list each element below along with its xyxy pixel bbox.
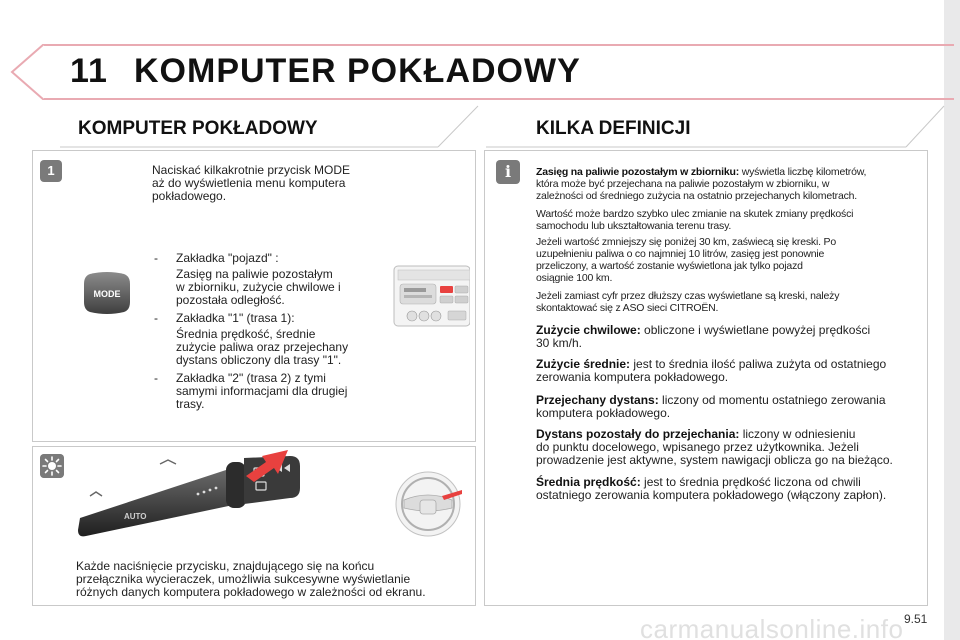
steering-wheel-illustration	[390, 468, 466, 538]
definition-line: komputera pokładowego.	[536, 406, 671, 420]
left-section-title: KOMPUTER POKŁADOWY	[78, 118, 318, 139]
header-bottom-rule	[44, 98, 954, 100]
definition-text: liczony od momentu ostatniego zerowania	[658, 393, 886, 407]
bullet-dash: -	[154, 251, 158, 265]
right-section-heading-frame	[486, 104, 946, 148]
intro-line: Naciskać kilkakrotnie przycisk MODE	[152, 163, 351, 177]
info-icon: i	[496, 160, 520, 184]
bullet-text-block	[176, 372, 347, 411]
definition-line: skontaktować się z ASO sieci CITROËN.	[536, 302, 719, 314]
bullet-text: Zakładka "1" (trasa 1):	[176, 311, 295, 325]
mode-intro-text	[152, 164, 382, 203]
stalk-auto-label: AUTO	[124, 512, 147, 521]
definition-line: 30 km/h.	[536, 336, 583, 350]
definition-text: wyświetla liczbę kilometrów,	[739, 166, 867, 178]
mode-button-label: MODE	[93, 289, 121, 299]
chapter-tab-shape	[6, 44, 76, 100]
light-sun-icon	[40, 454, 64, 478]
definition-range-note-1	[536, 208, 920, 232]
bullet-line: Średnia prędkość, średnie	[176, 327, 316, 341]
intro-line: aż do wyświetlenia menu komputera	[152, 176, 346, 190]
bullet-line: zużycie paliwa oraz przejechany	[176, 340, 349, 354]
left-section-heading-frame	[60, 104, 480, 148]
red-pointer-arrow-icon	[244, 448, 290, 484]
page-edge-strip	[944, 0, 960, 640]
definition-text: jest to średnia ilość paliwa zużyta od ostatniego	[630, 357, 887, 371]
definition-range	[536, 166, 920, 202]
right-section-title: KILKA DEFINICJI	[536, 118, 691, 139]
definition-line: zależności od średniego zużycia na ostatnio przejechanych kilometrach.	[536, 190, 858, 202]
page-number: 9.51	[904, 612, 928, 626]
bullet-line: trasy.	[176, 397, 205, 411]
caption-line: przełącznika wycieraczek, umożliwia sukcesywne wyświetlanie	[76, 572, 411, 586]
definition-term: Zużycie chwilowe:	[536, 323, 641, 337]
definition-line: uzupełnieniu paliwa o co najmniej 10 litrów, zasięg jest ponownie	[536, 248, 825, 260]
definition-instant-consumption	[536, 324, 920, 350]
definition-line: przeliczony, a wartość zostanie wyświetlona jak tylko pojazd	[536, 260, 803, 272]
definition-line: osiągnie 100 km.	[536, 272, 613, 284]
definition-line: prowadzenie jest aktywne, system nawigacji oblicza go na bieżąco.	[536, 453, 893, 467]
bullet-dash: -	[154, 371, 158, 385]
bullet-dash: -	[154, 311, 158, 325]
definition-distance-travelled	[536, 394, 920, 420]
definition-line: Jeżeli wartość zmniejszy się poniżej 30 km, zaświecą się kreski. Po	[536, 236, 836, 248]
bullet-text-block	[176, 268, 341, 307]
definition-average-speed	[536, 476, 920, 502]
bullet-line: pozostała odległość.	[176, 293, 285, 307]
bullet-text-block	[176, 328, 348, 367]
definition-line: Wartość może bardzo szybko ulec zmianie na skutek zmiany prędkości	[536, 208, 854, 220]
caption-line: różnych danych komputera pokładowego w zależności od ekranu.	[76, 585, 426, 599]
definition-line: ostatniego zerowania komputera pokładowego (włączony zapłon).	[536, 488, 887, 502]
definition-text: obliczone i wyświetlane powyżej prędkości	[640, 323, 871, 337]
definition-term: Dystans pozostały do przejechania:	[536, 427, 740, 441]
header-top-rule	[44, 44, 954, 46]
definition-line: samochodu lub ukształtowania terenu trasy.	[536, 220, 732, 232]
definition-line	[536, 166, 920, 178]
chapter-number: 11	[70, 52, 108, 90]
intro-line: pokładowego.	[152, 189, 227, 203]
definition-text: jest to średnia prędkość liczona od chwili	[640, 475, 861, 489]
bullet-text: Zakładka "pojazd" :	[176, 251, 279, 265]
definition-term: Zużycie średnie:	[536, 357, 631, 371]
definition-line: do punktu docelowego, wpisanego przez użytkownika. Jeżeli	[536, 440, 859, 454]
bullet-line: Zakładka "2" (trasa 2) z tymi	[176, 371, 326, 385]
bullet-trip1-tab	[154, 312, 394, 326]
bullet-trip1-detail	[154, 328, 394, 368]
site-watermark: carmanualsonline.info	[640, 614, 904, 640]
definition-text: liczony w odniesieniu	[739, 427, 856, 441]
definition-line	[536, 324, 920, 337]
definition-term: Zasięg na paliwie pozostałym w zbiorniku:	[536, 166, 740, 178]
bullet-line: w zbiorniku, zużycie chwilowe i	[176, 280, 341, 294]
chapter-title: KOMPUTER POKŁADOWY	[134, 52, 581, 90]
definition-remaining-distance	[536, 428, 920, 467]
definition-term: Średnia prędkość:	[536, 475, 641, 489]
stalk-caption	[76, 560, 466, 599]
definition-range-note-2	[536, 236, 920, 284]
bullet-line: dystans obliczony dla trasy "1".	[176, 353, 342, 367]
definition-range-note-3	[536, 290, 920, 314]
caption-line: Każde naciśnięcie przycisku, znajdującego się na końcu	[76, 559, 375, 573]
audio-unit-illustration	[392, 262, 470, 328]
bullet-line: Zasięg na paliwie pozostałym	[176, 267, 333, 281]
definition-average-consumption	[536, 358, 920, 384]
definition-term: Przejechany dystans:	[536, 393, 659, 407]
bullet-line: samymi informacjami dla drugiej	[176, 384, 348, 398]
definition-line: zerowania komputera pokładowego.	[536, 370, 729, 384]
bullet-vehicle-tab	[154, 252, 394, 266]
step-number-badge: 1	[40, 160, 62, 182]
definition-line: która może być przejechana na paliwie pozostałym w zbiorniku, w	[536, 178, 830, 190]
definition-line: Jeżeli zamiast cyfr przez dłuższy czas wyświetlane są kreski, należy	[536, 290, 840, 302]
bullet-trip2-tab	[154, 372, 394, 412]
bullet-vehicle-detail	[154, 268, 394, 308]
